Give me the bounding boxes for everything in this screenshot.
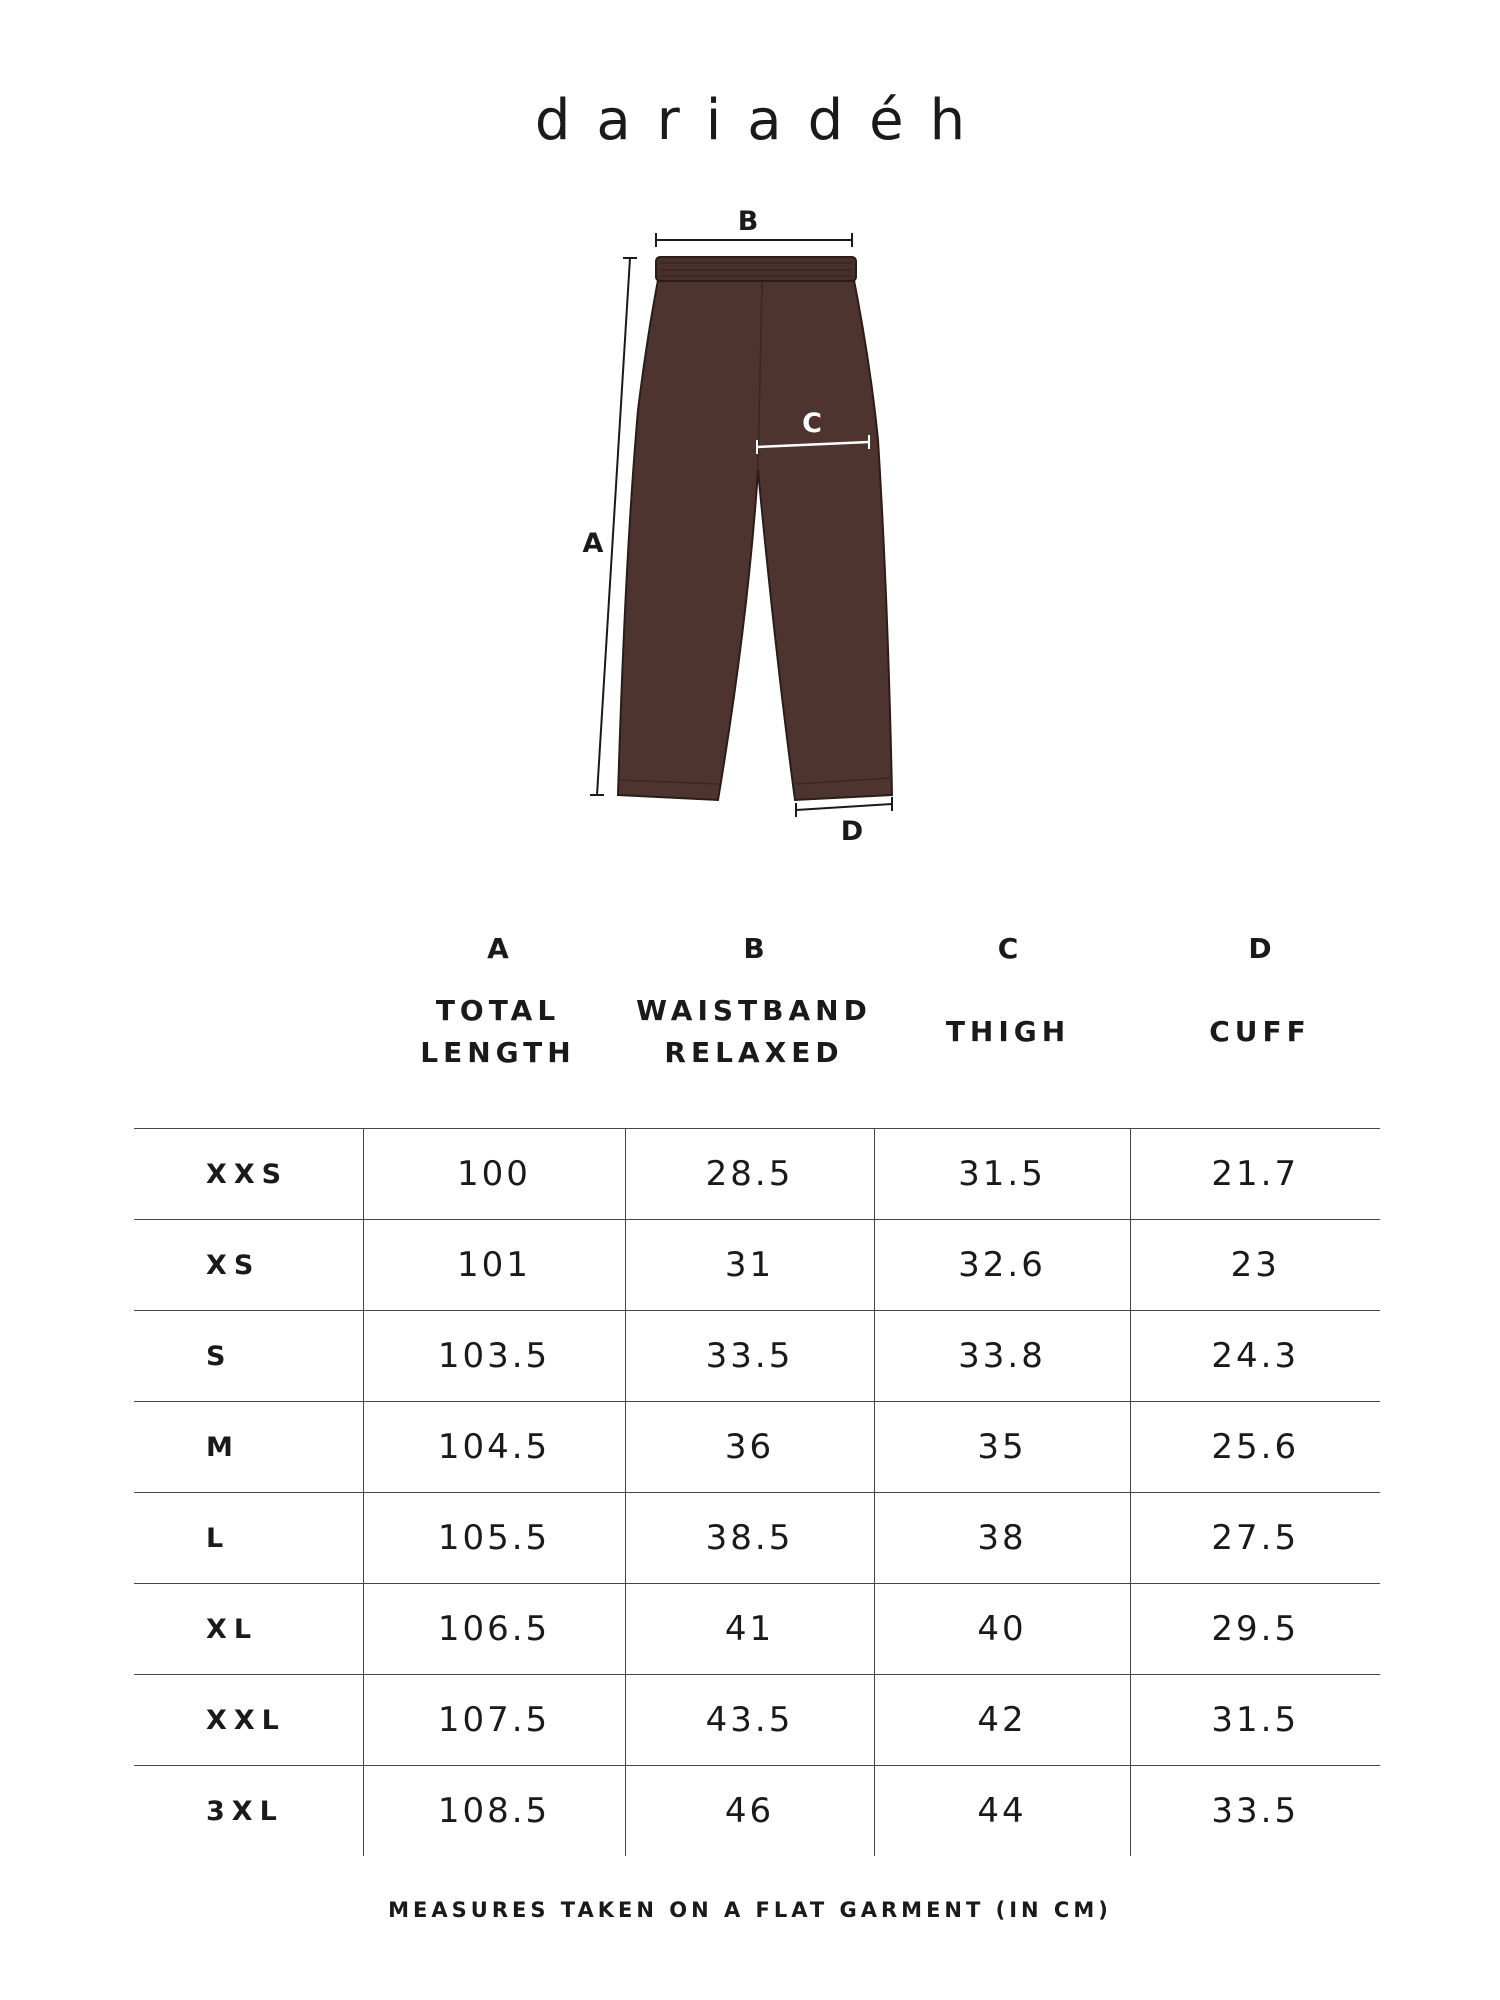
column-letter: A — [487, 932, 509, 965]
value-thigh: 33.8 — [874, 1311, 1130, 1402]
column-name: CUFF — [1209, 1015, 1311, 1048]
value-cuff: 23 — [1130, 1220, 1380, 1311]
value-total-length: 107.5 — [363, 1675, 625, 1766]
label-b: B — [737, 206, 759, 237]
label-c: C — [802, 408, 822, 439]
value-waistband: 41 — [625, 1584, 874, 1675]
column-name: THIGH — [945, 1015, 1071, 1048]
value-waistband: 46 — [625, 1766, 874, 1857]
value-total-length: 105.5 — [363, 1493, 625, 1584]
value-total-length: 106.5 — [363, 1584, 625, 1675]
value-waistband: 43.5 — [625, 1675, 874, 1766]
trousers-illustration — [618, 270, 892, 800]
value-total-length: 104.5 — [363, 1402, 625, 1493]
value-cuff: 31.5 — [1130, 1675, 1380, 1766]
value-waistband: 33.5 — [625, 1311, 874, 1402]
column-letter: C — [997, 932, 1019, 965]
table-row — [134, 1311, 1380, 1402]
value-cuff: 21.7 — [1130, 1129, 1380, 1220]
value-thigh: 44 — [874, 1766, 1130, 1857]
table-row — [134, 1493, 1380, 1584]
value-total-length: 101 — [363, 1220, 625, 1311]
table-row — [134, 1584, 1380, 1675]
value-thigh: 32.6 — [874, 1220, 1130, 1311]
value-thigh: 31.5 — [874, 1129, 1130, 1220]
size-chart-table — [134, 1128, 1380, 1856]
column-letter: B — [743, 932, 765, 965]
value-cuff: 27.5 — [1130, 1493, 1380, 1584]
table-row — [134, 1220, 1380, 1311]
value-thigh: 42 — [874, 1675, 1130, 1766]
size-label: S — [134, 1311, 363, 1402]
column-letter: D — [1248, 932, 1272, 965]
size-label: XXL — [134, 1675, 363, 1766]
value-waistband: 36 — [625, 1402, 874, 1493]
size-label: 3XL — [134, 1766, 363, 1857]
size-label: XS — [134, 1220, 363, 1311]
column-name: WAISTBAND RELAXED — [636, 994, 872, 1069]
label-d: D — [840, 816, 864, 847]
column-header-c — [888, 928, 1128, 1074]
value-thigh: 35 — [874, 1402, 1130, 1493]
table-row — [134, 1675, 1380, 1766]
column-header-b — [638, 928, 870, 1074]
table-row — [134, 1402, 1380, 1493]
value-waistband: 38.5 — [625, 1493, 874, 1584]
footnote: MEASURES TAKEN ON A FLAT GARMENT (IN CM) — [388, 1898, 1112, 1922]
value-cuff: 33.5 — [1130, 1766, 1380, 1857]
column-header-a — [384, 928, 612, 1074]
table-row — [134, 1129, 1380, 1220]
column-name: TOTAL LENGTH — [420, 994, 576, 1069]
value-total-length: 103.5 — [363, 1311, 625, 1402]
value-cuff: 29.5 — [1130, 1584, 1380, 1675]
value-total-length: 100 — [363, 1129, 625, 1220]
value-cuff: 25.6 — [1130, 1402, 1380, 1493]
value-waistband: 31 — [625, 1220, 874, 1311]
size-label: M — [134, 1402, 363, 1493]
label-a: A — [582, 528, 604, 559]
brand-logo: dariadéh — [534, 88, 992, 153]
table-row — [134, 1766, 1380, 1857]
value-thigh: 38 — [874, 1493, 1130, 1584]
value-total-length: 108.5 — [363, 1766, 625, 1857]
value-thigh: 40 — [874, 1584, 1130, 1675]
size-label: L — [134, 1493, 363, 1584]
column-header-d — [1136, 928, 1384, 1074]
waistband-illustration — [656, 257, 856, 281]
size-label: XXS — [134, 1129, 363, 1220]
trousers-diagram — [0, 0, 1500, 900]
value-waistband: 28.5 — [625, 1129, 874, 1220]
value-cuff: 24.3 — [1130, 1311, 1380, 1402]
size-label: XL — [134, 1584, 363, 1675]
